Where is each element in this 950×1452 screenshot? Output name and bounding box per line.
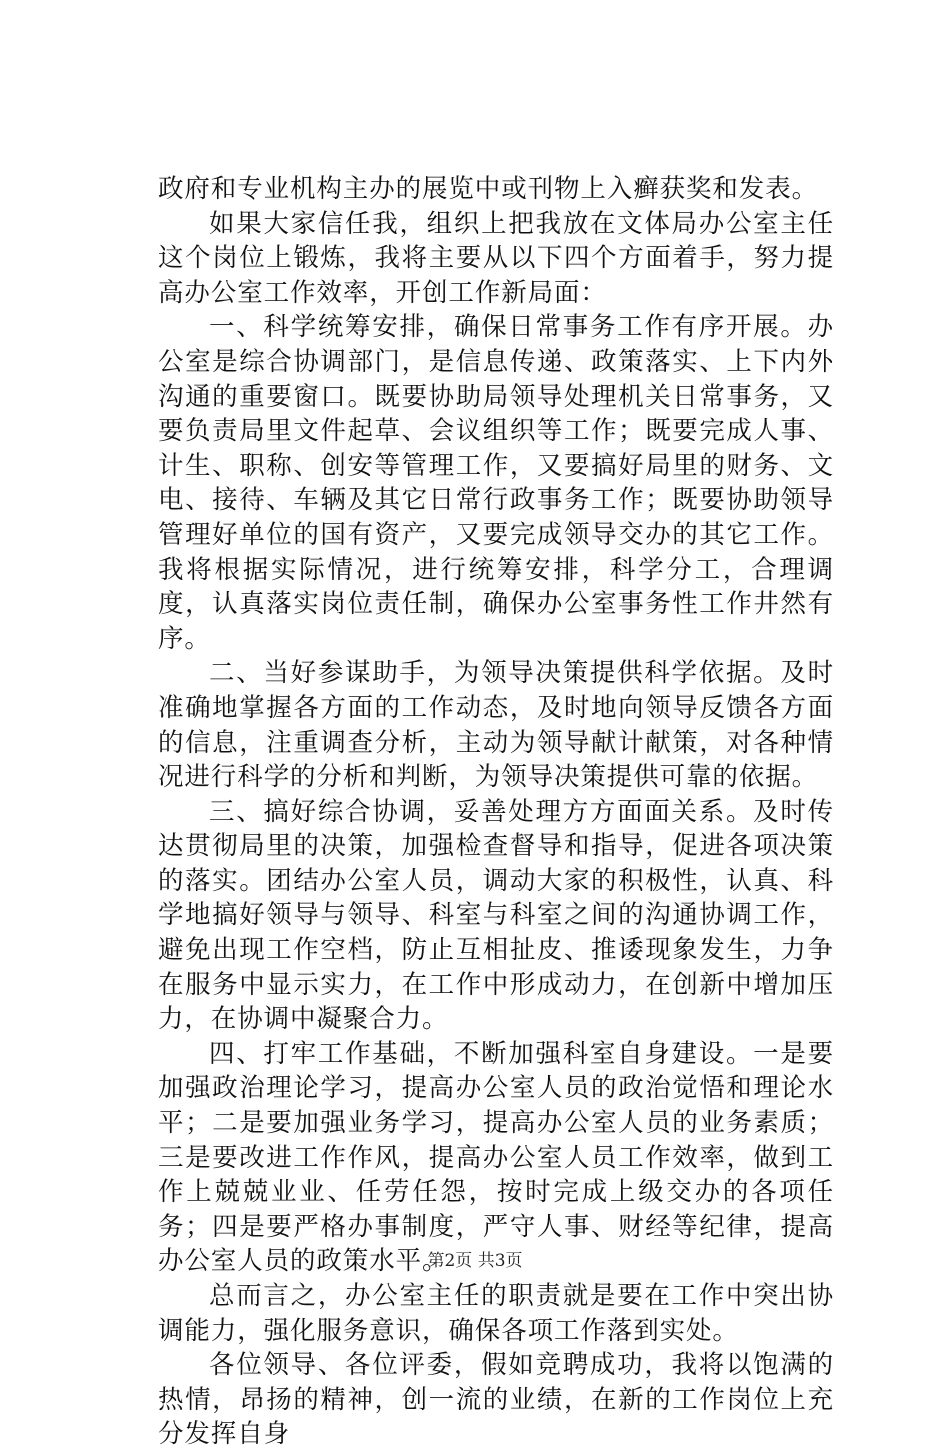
paragraph-continuation: 政府和专业机构主办的展览中或刊物上入癣获奖和发表。 bbox=[158, 174, 819, 204]
paragraph-point-one: 一、科学统筹安排，确保日常事务工作有序开展。办公室是综合协调部门，是信息传递、政策落实、上下内外沟通的重要窗口。既要协助局领导处理机关日常事务，又要负责局里文件起草、会议组织等工作；既要完成人事、计生、职称、创安等管理工作，又要搞好局里的财务、文电、接待、车辆及其它日常行政事务工作；既要协助领导管理好单位的国有资产，又要完成领导交办的其它工作。我将根据实际情况，进行统筹安排，科学分工，合理调度，认真落实岗位责任制，确保办公室事务性工作井然有序。 bbox=[158, 312, 834, 654]
paragraph-point-four: 四、打牢工作基础，不断加强科室自身建设。一是要加强政治理论学习，提高办公室人员的政治觉悟和理论水平；二是要加强业务学习，提高办公室人员的业务素质；三是要改进工作作风，提高办公室人员工作效率，做到工作上兢兢业业、任劳任怨，按时完成上级交办的各项任务；四是要严格办事制度，严守人事、财经等纪律，提高办公室人员的政策水平。 bbox=[158, 1038, 834, 1277]
paragraph-intro: 如果大家信任我，组织上把我放在文体局办公室主任这个岗位上锻炼，我将主要从以下四个方面着手，努力提高办公室工作效率，开创工作新局面： bbox=[158, 208, 834, 308]
paragraph-closing: 各位领导、各位评委，假如竞聘成功，我将以饱满的热情，昂扬的精神，创一流的业绩，在新的工作岗位上充分发挥自身 bbox=[158, 1350, 834, 1450]
paragraph-point-two: 二、当好参谋助手，为领导决策提供科学依据。及时准确地掌握各方面的工作动态，及时地向领导反馈各方面的信息，注重调查分析，主动为领导献计献策，对各种情况进行科学的分析和判断，为领导决策提供可靠的依据。 bbox=[158, 658, 834, 793]
paragraph-point-three: 三、搞好综合协调，妥善处理方方面面关系。及时传达贯彻局里的决策，加强检查督导和指导，促进各项决策的落实。团结办公室人员，调动大家的积极性，认真、科学地搞好领导与领导、科室与科室之间的沟通协调工作，避免出现工作空档，防止互相扯皮、推诿现象发生，力争在服务中显示实力，在工作中形成动力，在创新中增加压力，在协调中凝聚合力。 bbox=[158, 796, 834, 1035]
paragraph-summary: 总而言之，办公室主任的职责就是要在工作中突出协调能力，强化服务意识，确保各项工作落到实处。 bbox=[158, 1281, 834, 1346]
page-footer: 第2页 共3页 bbox=[427, 1251, 523, 1271]
